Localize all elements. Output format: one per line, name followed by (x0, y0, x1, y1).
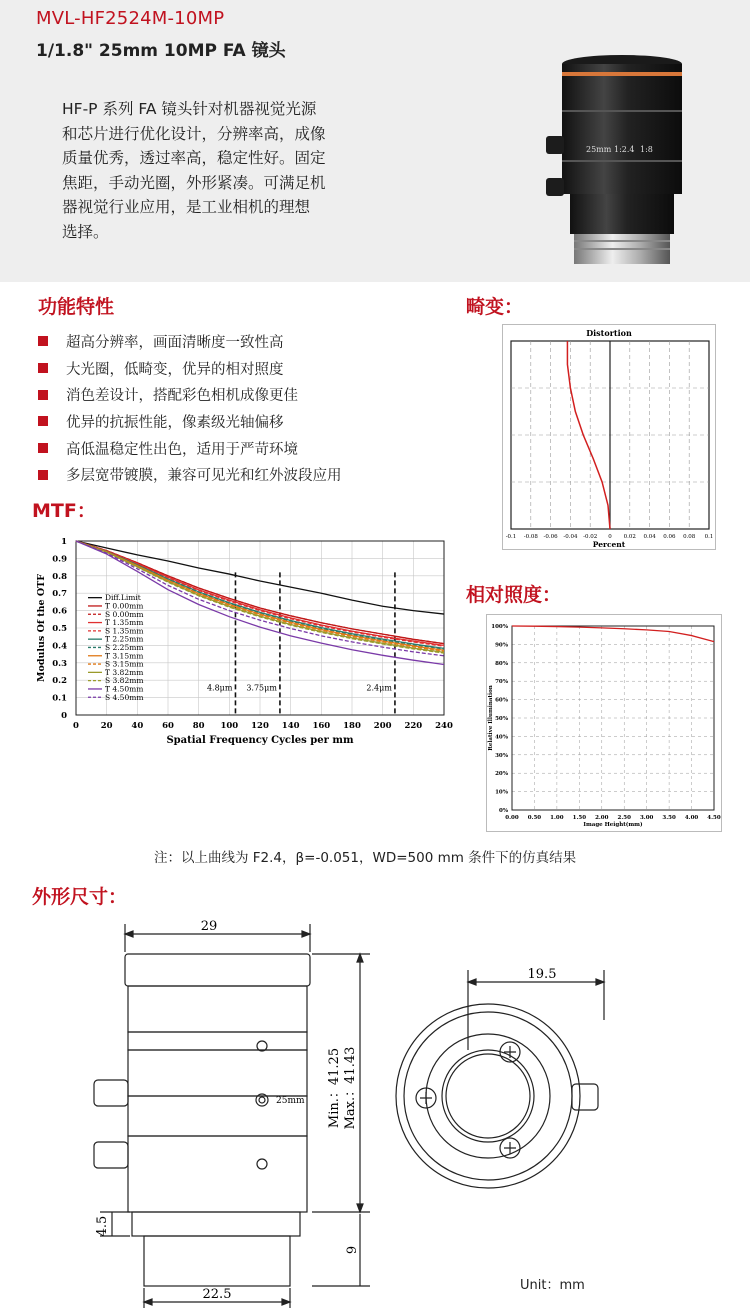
x-tick-label: -0.04 (563, 534, 578, 540)
x-tick-label: 0.50 (527, 815, 542, 821)
legend-label: T 0.00mm (105, 601, 144, 611)
description-line: 质量优秀，透过率高，稳定性好。固定 (62, 149, 326, 167)
dim-rear: 9 (345, 1245, 360, 1255)
y-tick-label: 10% (495, 789, 508, 796)
feature-text: 大光圈，低畸变，优异的相对照度 (66, 361, 284, 378)
y-tick-label: 0.1 (52, 693, 67, 704)
dim-front: 19.5 (527, 967, 557, 982)
bullet-icon (38, 390, 48, 400)
x-tick-label: 0.08 (683, 534, 696, 540)
y-tick-label: 50% (495, 716, 508, 722)
x-tick-label: 40 (131, 721, 144, 731)
legend-label: S 1.35mm (105, 626, 144, 636)
dim-flange: 4.5 (95, 1215, 110, 1237)
description-line: 焦距，手动光圈，外形紧凑。可满足机 (62, 173, 326, 192)
x-tick-label: 1.50 (572, 815, 587, 821)
y-tick-label: 90% (495, 642, 508, 649)
x-tick-label: 0.00 (505, 815, 519, 821)
y-tick-label: 0% (498, 808, 508, 814)
x-tick-label: 240 (435, 721, 453, 731)
legend-label: T 4.50mm (105, 684, 144, 694)
dim-top-width: 29 (200, 919, 218, 934)
legend-label: S 2.25mm (105, 642, 144, 652)
x-tick-label: -0.08 (523, 534, 538, 540)
x-tick-label: 0.1 (704, 534, 714, 540)
chart-title: Distortion (586, 328, 632, 338)
description-line: HF-P 系列 FA 镜头针对机器视觉光源 (62, 100, 317, 118)
features-list (38, 328, 342, 488)
feature-item (38, 461, 342, 488)
lens-aperture-text: 1:2.4 (614, 145, 635, 154)
distortion-title: 畸变： (466, 296, 524, 318)
mtf-title: MTF： (32, 500, 96, 522)
x-tick-label: 0.04 (643, 534, 656, 540)
x-tick-label: 80 (192, 721, 205, 731)
x-tick-label: 120 (251, 721, 269, 731)
relative-illumination-title: 相对照度： (466, 584, 562, 606)
y-tick-label: 80% (495, 660, 508, 667)
x-tick-label: -0.02 (583, 534, 598, 540)
x-tick-label: -0.1 (505, 534, 517, 540)
x-tick-label: 180 (343, 721, 361, 731)
legend-label: S 3.82mm (105, 676, 144, 686)
y-tick-label: 0 (61, 711, 67, 721)
x-tick-label: 100 (220, 721, 239, 731)
model-title: MVL-HF2524M-10MP (36, 8, 225, 29)
legend-label: S 3.15mm (105, 659, 144, 669)
x-tick-label: 0 (73, 721, 79, 731)
x-tick-label: 4.00 (684, 815, 699, 821)
description-line: 选择。 (62, 222, 109, 241)
x-tick-label: 0 (608, 534, 612, 540)
feature-text: 高低温稳定性出色，适用于严苛环境 (66, 441, 298, 458)
legend-label: T 3.82mm (105, 667, 144, 677)
y-tick-label: 0.3 (52, 658, 67, 669)
x-tick-label: 20 (100, 721, 113, 731)
legend-label: T 1.35mm (105, 618, 144, 628)
annotation-label: 4.8μm (206, 683, 233, 693)
bullet-icon (38, 443, 48, 453)
dim-mount-diameter: 22.5 (202, 1287, 232, 1302)
y-tick-label: 70% (495, 679, 508, 686)
feature-item (38, 328, 342, 355)
description-line: 器视觉行业应用，是工业相机的理想 (62, 198, 311, 216)
lens-close-text: 1:8 (640, 145, 653, 154)
dim-length-max: Max.：41.43 (343, 1046, 358, 1130)
chart-frame (487, 615, 722, 832)
dim-length-min: Min.：41.25 (327, 1047, 342, 1129)
y-tick-label: 1 (61, 537, 67, 547)
feature-text: 优异的抗振性能，像素级光轴偏移 (66, 414, 284, 431)
x-tick-label: 200 (373, 721, 392, 731)
x-tick-label: 0.02 (623, 534, 636, 540)
description-line: 和芯片进行优化设计，分辨率高，成像 (62, 124, 326, 143)
bullet-icon (38, 470, 48, 480)
y-tick-label: 20% (495, 771, 508, 778)
feature-item (38, 408, 342, 435)
y-tick-label: 0.6 (52, 606, 67, 617)
y-axis-label: Relative Illumination (488, 685, 494, 751)
y-axis-label: Modulus Of the OTF (36, 574, 47, 682)
x-tick-label: 1.00 (550, 815, 564, 821)
x-tick-label: 60 (162, 721, 174, 731)
x-tick-label: 140 (281, 721, 300, 731)
y-tick-label: 0.4 (52, 641, 67, 652)
relative-illumination-chart (486, 614, 722, 832)
y-tick-label: 40% (495, 734, 508, 741)
dimensions-title: 外形尺寸： (32, 886, 128, 908)
product-subtitle: 1/1.8" 25mm 10MP FA 镜头 (36, 41, 286, 61)
product-description (62, 97, 382, 244)
feature-text: 超高分辨率，画面清晰度一致性高 (66, 334, 284, 351)
y-tick-label: 0.2 (52, 676, 67, 687)
y-tick-label: 60% (495, 697, 508, 704)
y-tick-label: 0.8 (52, 571, 67, 582)
y-tick-label: 0.9 (52, 554, 67, 565)
dim-side-focal: 25mm (276, 1096, 305, 1106)
annotation-label: 3.75μm (246, 683, 277, 693)
y-tick-label: 0.5 (52, 624, 67, 634)
legend-label: Diff.Limit (105, 593, 141, 603)
lens-focal-text: 25mm (586, 145, 612, 154)
annotation-label: 2.4μm (366, 683, 392, 693)
x-axis-label: Spatial Frequency Cycles per mm (166, 735, 354, 746)
x-tick-label: 3.00 (639, 815, 654, 821)
x-tick-label: 2.00 (595, 815, 609, 821)
features-title: 功能特性 (38, 296, 115, 318)
unit-label: Unit：mm (520, 1278, 585, 1293)
legend-label: S 0.00mm (105, 609, 144, 619)
mtf-chart (30, 530, 460, 750)
legend-label: T 2.25mm (105, 634, 144, 644)
front-view-drawing (390, 960, 620, 1200)
lens-product-image (540, 50, 700, 272)
x-tick-label: 220 (404, 721, 423, 731)
y-tick-label: 100% (491, 624, 508, 630)
y-tick-label: 30% (495, 752, 508, 759)
feature-item (38, 381, 342, 408)
bullet-icon (38, 336, 48, 346)
legend-label: S 4.50mm (105, 692, 144, 702)
x-axis-label: Percent (592, 540, 626, 549)
distortion-chart (502, 324, 716, 550)
simulation-note: 注：以上曲线为 F2.4，β=-0.051，WD=500 mm 条件下的仿真结果 (154, 850, 577, 866)
feature-text: 消色差设计，搭配彩色相机成像更佳 (66, 388, 298, 405)
x-tick-label: 0.06 (663, 534, 676, 540)
feature-item (38, 355, 342, 382)
feature-text: 多层宽带镀膜，兼容可见光和红外波段应用 (66, 468, 342, 485)
x-tick-label: 2.50 (617, 815, 631, 821)
feature-item (38, 435, 342, 462)
y-tick-label: 0.7 (52, 589, 67, 600)
bullet-icon (38, 416, 48, 426)
legend-label: T 3.15mm (105, 651, 144, 661)
x-tick-label: 4.50 (707, 815, 721, 821)
bullet-icon (38, 363, 48, 373)
x-tick-label: -0.06 (543, 534, 558, 540)
x-tick-label: 160 (312, 721, 331, 731)
x-tick-label: 3.50 (662, 815, 676, 821)
side-view-drawing (80, 910, 380, 1310)
x-axis-label: Image Height(mm) (583, 822, 643, 828)
